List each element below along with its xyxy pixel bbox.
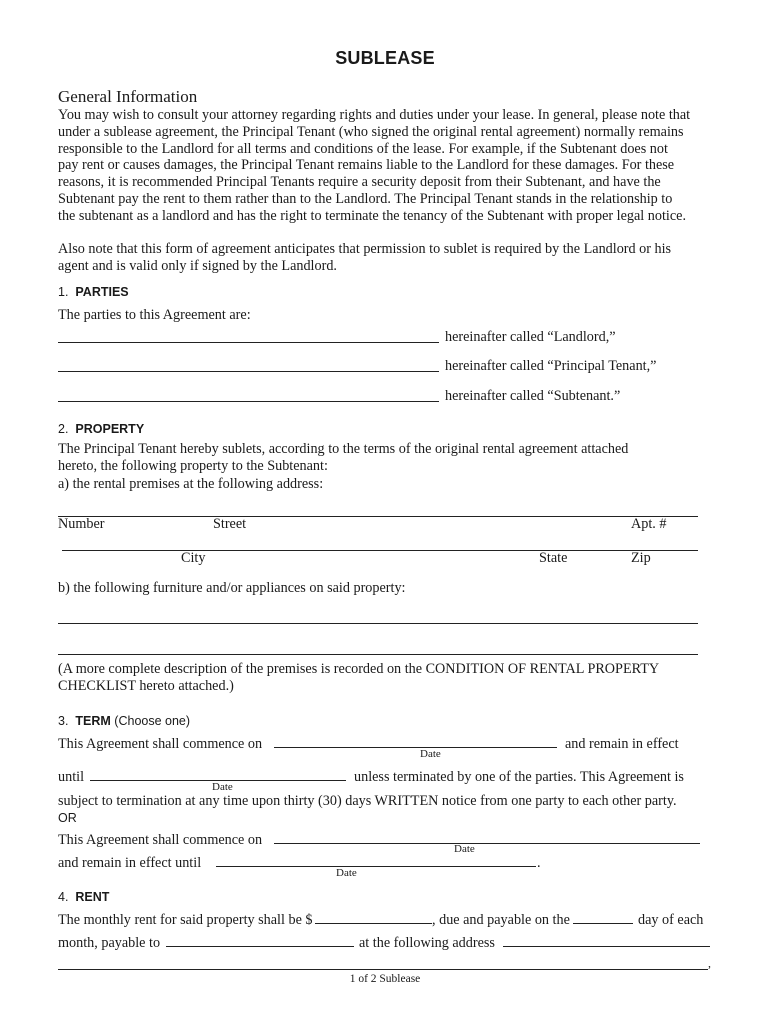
property-heading: 2. PROPERTY — [58, 422, 145, 436]
term-start-date-caption: Date — [420, 748, 441, 760]
rent-heading: 4. RENT — [58, 890, 110, 904]
address-line-1-field[interactable] — [58, 516, 698, 517]
rent-payee-field[interactable] — [166, 946, 354, 947]
term-remain-until-label: and remain in effect until — [58, 855, 202, 871]
subtenant-name-field[interactable] — [58, 401, 439, 402]
subtenant-label: hereinafter called “Subtenant.” — [445, 388, 621, 404]
term-subject-text: subject to termination at any time upon thirty (30) days WRITTEN notice from one party to each other party. — [58, 793, 677, 809]
property-item-b: b) the following furniture and/or appliances on said property: — [58, 580, 406, 596]
page-footer: 1 of 2 Sublease — [349, 973, 421, 985]
term-start-date-2-caption: Date — [454, 843, 475, 855]
term-unless-label: unless terminated by one of the parties. This Agreement is — [354, 769, 684, 785]
general-info-paragraph-2: Also note that this form of agreement anticipates that permission to sublet is required by the Landlord or his agent and is valid only if signed by the Landlord. — [58, 241, 672, 274]
parties-intro: The parties to this Agreement are: — [58, 307, 251, 323]
term-end-date-caption: Date — [212, 781, 233, 793]
rent-day-of-each-label: day of each — [638, 912, 704, 928]
rent-payable-label: month, payable to — [58, 935, 161, 951]
rent-monthly-label: The monthly rent for said property shall be $ — [58, 912, 313, 928]
property-note: (A more complete description of the premises is recorded on the CONDITION OF RENTAL PROPERTY CHECKLIST hereto attached.) — [58, 661, 660, 694]
address-line-2-field[interactable] — [62, 550, 698, 551]
landlord-name-field[interactable] — [58, 342, 439, 343]
property-item-a: a) the rental premises at the following address: — [58, 476, 324, 492]
general-info-heading: General Information — [58, 87, 198, 106]
term-heading: 3. TERM (Choose one) — [58, 714, 191, 728]
term-start-date-field[interactable] — [274, 747, 557, 748]
label-street: Street — [213, 516, 247, 532]
rent-due-label: , due and payable on the — [432, 912, 570, 928]
term-commence-label: This Agreement shall commence on — [58, 736, 263, 752]
term-or-label: OR — [58, 811, 77, 825]
label-zip: Zip — [631, 550, 651, 566]
rent-amount-field[interactable] — [315, 923, 432, 924]
term-remain-label: and remain in effect — [565, 736, 679, 752]
rent-due-day-field[interactable] — [573, 923, 633, 924]
rent-address-field-2[interactable] — [58, 969, 708, 970]
furniture-line-1-field[interactable] — [58, 623, 698, 624]
label-city: City — [181, 550, 206, 566]
term-until-label: until — [58, 769, 85, 785]
property-intro: The Principal Tenant hereby sublets, according to the terms of the original rental agreement attached hereto, the following property to the Subtenant: — [58, 441, 629, 474]
landlord-label: hereinafter called “Landlord,” — [445, 329, 616, 345]
term-commence-2-label: This Agreement shall commence on — [58, 832, 263, 848]
term-period: . — [537, 855, 541, 871]
rent-comma: , — [708, 956, 711, 970]
label-number: Number — [58, 516, 105, 532]
parties-heading: 1. PARTIES — [58, 285, 129, 299]
furniture-line-2-field[interactable] — [58, 654, 698, 655]
term-end-date-2-field[interactable] — [216, 866, 536, 867]
label-state: State — [539, 550, 568, 566]
general-info-paragraph-1: You may wish to consult your attorney regarding rights and duties under your lease. In general, please note that under a sublease agreement, the Principal Tenant (who signed the original rental agreement) normally remains responsible to the Landlord for all terms and conditions of the lease. For example, if the Subtenant does not pay rent or causes damages, the Principal Tenant remains liable to the Landlord for these damages. For these reasons, it is recommended Principal Tenants require a security deposit from their Subtenant, and have the Subtenant pay the rent to them rather than to the Landlord. The Principal Tenant stands in the relationship to the subtenant as a landlord and has the right to terminate the tenancy of the Subtenant with proper legal notice. — [58, 107, 691, 224]
principal-tenant-label: hereinafter called “Principal Tenant,” — [445, 358, 657, 374]
rent-address-label: at the following address — [359, 935, 495, 951]
term-end-date-2-caption: Date — [336, 867, 357, 879]
rent-address-field-1[interactable] — [503, 946, 710, 947]
label-apt: Apt. # — [631, 516, 667, 532]
document-title: SUBLEASE — [335, 48, 435, 68]
term-start-date-2-field[interactable] — [274, 843, 700, 844]
principal-tenant-name-field[interactable] — [58, 371, 439, 372]
